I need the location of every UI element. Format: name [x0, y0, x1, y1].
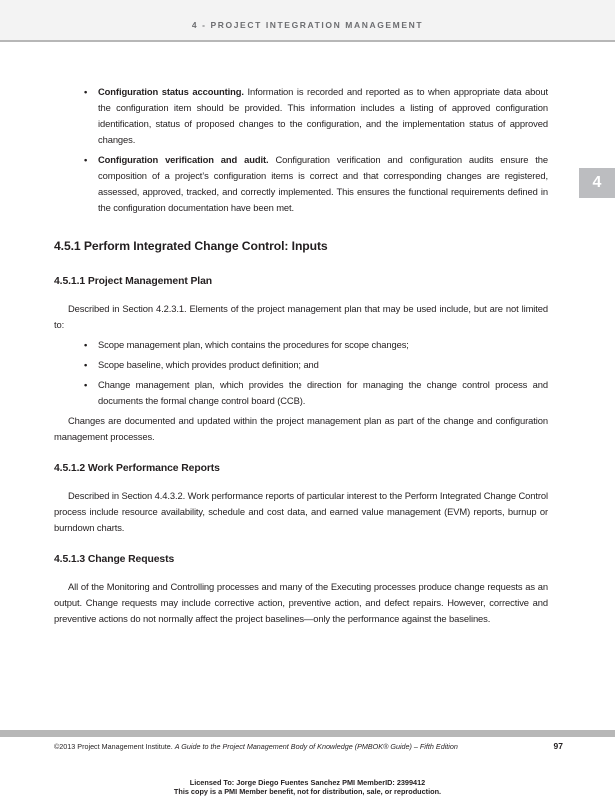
bullet-text: Scope management plan, which contains the procedures for scope changes; — [98, 339, 409, 350]
subsection-heading: 4.5.1.1 Project Management Plan — [54, 276, 213, 287]
paragraph: Described in Section 4.2.3.1. Elements of the project management plan that may be used include, but are not limited to: — [54, 303, 548, 330]
license-line-2: This copy is a PMI Member benefit, not for distribution, sale, or reproduction. — [173, 787, 442, 796]
subsection-heading: 4.5.1.2 Work Performance Reports — [54, 463, 220, 474]
paragraph: Described in Section 4.4.3.2. Work performance reports of particular interest to the Perform Integrated Change Control process include resource availability, schedule and cost data, and earned value management (EVM) reports, burnup or burndown charts. — [54, 490, 548, 533]
bullet-term: Configuration status accounting. — [98, 86, 244, 97]
bullet-glyph: • — [84, 359, 88, 370]
list-item — [54, 337, 548, 353]
list-item — [54, 377, 548, 409]
bullet-glyph: • — [84, 86, 88, 97]
section-heading: 4.5.1 Perform Integrated Change Control: Inputs — [54, 239, 328, 253]
footer-citation — [54, 742, 458, 751]
configuration-bullets — [54, 84, 548, 216]
bullet-glyph: • — [84, 379, 88, 390]
copyright: ©2013 Project Management Institute. — [54, 742, 173, 751]
bullet-term: Configuration verification and audit. — [98, 154, 269, 165]
bullet-glyph: • — [84, 154, 88, 165]
footer-band — [0, 730, 615, 737]
license-notice — [0, 778, 615, 796]
plan-elements-list — [54, 337, 548, 409]
paragraph: All of the Monitoring and Controlling processes and many of the Executing processes produce change requests as an output. Change requests may include corrective action, preventive action, and defect repairs. However, corrective and preventive actions do not normally affect the project baselines—only the performance against the baselines. — [54, 581, 548, 624]
chapter-tab: 4 — [579, 168, 615, 198]
bullet-text: Information is recorded and reported as to when appropriate data about the configuration item should be provided. This information includes a listing of approved configuration identification, status of proposed changes to the configuration, and the implementation status of approved changes. — [98, 86, 548, 145]
running-header: 4 - PROJECT INTEGRATION MANAGEMENT — [191, 20, 424, 30]
list-item — [54, 84, 548, 148]
list-item — [54, 152, 548, 216]
list-item — [54, 357, 548, 373]
book-title: A Guide to the Project Management Body of Knowledge (PMBOK® Guide) – Fifth Edition — [174, 742, 458, 751]
page-content — [54, 84, 548, 627]
license-line-1: Licensed To: Jorge Diego Fuentes Sanchez PMI MemberID: 2399412 — [189, 778, 426, 787]
bullet-text: Change management plan, which provides the direction for managing the change control process and documents the formal change control board (CCB). — [98, 379, 548, 406]
subsection-heading: 4.5.1.3 Change Requests — [54, 554, 175, 565]
bullet-text: Scope baseline, which provides product definition; and — [98, 359, 319, 370]
header-rule — [0, 40, 615, 42]
bullet-text: Configuration verification and configuration audits ensure the composition of a project’s configuration items is correct and that corresponding changes are registered, assessed, approved, tracked, and correctly implemented. This ensures the functional requirements defined in the configuration documentation have been met. — [98, 154, 548, 213]
paragraph: Changes are documented and updated within the project management plan as part of the change and configuration management processes. — [54, 415, 548, 442]
bullet-glyph: • — [84, 339, 88, 350]
page-number: 97 — [553, 741, 563, 751]
